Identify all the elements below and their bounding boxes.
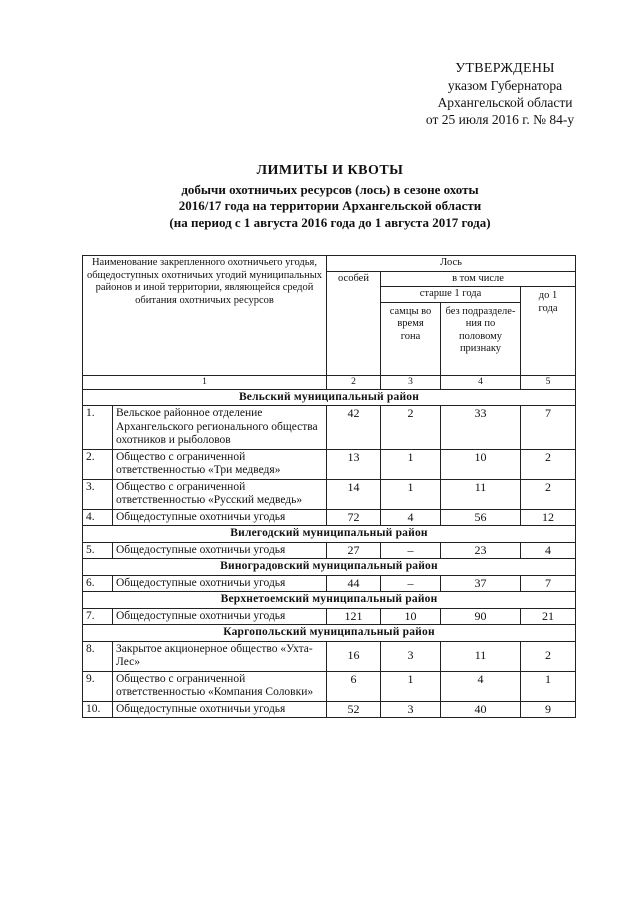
header-individuals: особей [327, 271, 381, 375]
approval-title: УТВЕРЖДЕНЫ [455, 61, 555, 76]
approval-date: от 25 июля 2016 г. № 84-у [425, 112, 575, 127]
row-nodiv: 40 [441, 701, 521, 718]
col-number: 1 [83, 375, 327, 389]
row-young: 4 [521, 542, 576, 559]
row-index: 8. [83, 641, 113, 671]
row-total: 6 [327, 671, 381, 701]
row-males: 10 [381, 608, 441, 625]
row-young: 1 [521, 671, 576, 701]
row-males: 1 [381, 479, 441, 509]
row-young: 2 [521, 479, 576, 509]
table-row [83, 542, 576, 559]
col-number: 2 [327, 375, 381, 389]
district-row [83, 526, 576, 543]
col-number: 3 [381, 375, 441, 389]
row-index: 10. [83, 701, 113, 718]
row-total: 13 [327, 449, 381, 479]
header-moose: Лось [327, 256, 576, 272]
header-no-sex-division: без подразделе-ния по половому признаку [441, 302, 521, 375]
header-males-rut: самцы во время гона [381, 302, 441, 375]
table-body [83, 389, 576, 718]
row-total: 14 [327, 479, 381, 509]
row-index: 1. [83, 406, 113, 450]
title-line-3: 2016/17 года на территории Архангельской области [178, 198, 482, 213]
row-nodiv: 23 [441, 542, 521, 559]
row-total: 121 [327, 608, 381, 625]
row-males: 3 [381, 701, 441, 718]
table-row [83, 671, 576, 701]
table-row [83, 509, 576, 526]
district-title: Каргопольский муниципальный район [83, 625, 576, 642]
limits-table [82, 255, 576, 718]
approval-region: Архангельской области [437, 95, 573, 110]
row-total: 42 [327, 406, 381, 450]
table-row [83, 479, 576, 509]
row-name: Общество с ограниченной ответственностью «Компания Соловки» [113, 671, 327, 701]
approval-block [405, 60, 605, 128]
table-row [83, 575, 576, 592]
row-males: – [381, 575, 441, 592]
row-males: 4 [381, 509, 441, 526]
document-title [60, 163, 600, 231]
district-row [83, 559, 576, 576]
header-under-1y: до 1 года [521, 287, 576, 376]
row-young: 7 [521, 406, 576, 450]
row-name: Общество с ограниченной ответственностью «Русский медведь» [113, 479, 327, 509]
row-young: 2 [521, 641, 576, 671]
row-index: 7. [83, 608, 113, 625]
row-name: Общедоступные охотничьи угодья [113, 608, 327, 625]
row-nodiv: 4 [441, 671, 521, 701]
row-index: 5. [83, 542, 113, 559]
row-name: Закрытое акционерное общество «Ухта-Лес» [113, 641, 327, 671]
table-row [83, 641, 576, 671]
table-row [83, 449, 576, 479]
row-index: 2. [83, 449, 113, 479]
row-males: 2 [381, 406, 441, 450]
row-nodiv: 11 [441, 641, 521, 671]
table-row [83, 701, 576, 718]
row-nodiv: 90 [441, 608, 521, 625]
row-name: Общество с ограниченной ответственностью «Три медведя» [113, 449, 327, 479]
row-nodiv: 56 [441, 509, 521, 526]
row-index: 3. [83, 479, 113, 509]
row-nodiv: 33 [441, 406, 521, 450]
row-males: 1 [381, 449, 441, 479]
col-number: 4 [441, 375, 521, 389]
district-title: Вельский муниципальный район [83, 389, 576, 406]
header-including: в том числе [381, 271, 576, 287]
row-index: 6. [83, 575, 113, 592]
table-row [83, 406, 576, 450]
district-row [83, 592, 576, 609]
row-nodiv: 10 [441, 449, 521, 479]
row-young: 12 [521, 509, 576, 526]
row-young: 7 [521, 575, 576, 592]
table-row [83, 608, 576, 625]
row-males: – [381, 542, 441, 559]
header-older-1y: старше 1 года [381, 287, 521, 303]
row-index: 4. [83, 509, 113, 526]
approval-by-decree: указом Губернатора [447, 78, 563, 93]
district-row [83, 389, 576, 406]
row-name: Вельское районное отделение Архангельского регионального общества охотников и рыболовов [113, 406, 327, 450]
row-name: Общедоступные охотничьи угодья [113, 509, 327, 526]
row-total: 52 [327, 701, 381, 718]
row-index: 9. [83, 671, 113, 701]
row-males: 3 [381, 641, 441, 671]
row-young: 21 [521, 608, 576, 625]
row-total: 16 [327, 641, 381, 671]
row-nodiv: 11 [441, 479, 521, 509]
row-total: 27 [327, 542, 381, 559]
district-title: Верхнетоемский муниципальный район [83, 592, 576, 609]
row-males: 1 [381, 671, 441, 701]
district-title: Виноградовский муниципальный район [83, 559, 576, 576]
row-name: Общедоступные охотничьи угодья [113, 701, 327, 718]
row-nodiv: 37 [441, 575, 521, 592]
row-total: 44 [327, 575, 381, 592]
title-line-4: (на период с 1 августа 2016 года до 1 августа 2017 года) [169, 214, 491, 230]
district-title: Вилегодский муниципальный район [83, 526, 576, 543]
col-number: 5 [521, 375, 576, 389]
row-name: Общедоступные охотничьи угодья [113, 575, 327, 592]
title-line-2: добычи охотничьих ресурсов (лось) в сезоне охоты [181, 181, 479, 197]
district-row [83, 625, 576, 642]
row-young: 2 [521, 449, 576, 479]
column-numbers-row [83, 375, 576, 389]
row-name: Общедоступные охотничьи угодья [113, 542, 327, 559]
title-main: ЛИМИТЫ И КВОТЫ [256, 163, 404, 178]
row-young: 9 [521, 701, 576, 718]
header-name-col: Наименование закрепленного охотничьего угодья, общедоступных охотничьих угодий муниципальных районов и иной территории, являющейся средой обитания охотничьих ресурсов [83, 256, 327, 376]
row-total: 72 [327, 509, 381, 526]
